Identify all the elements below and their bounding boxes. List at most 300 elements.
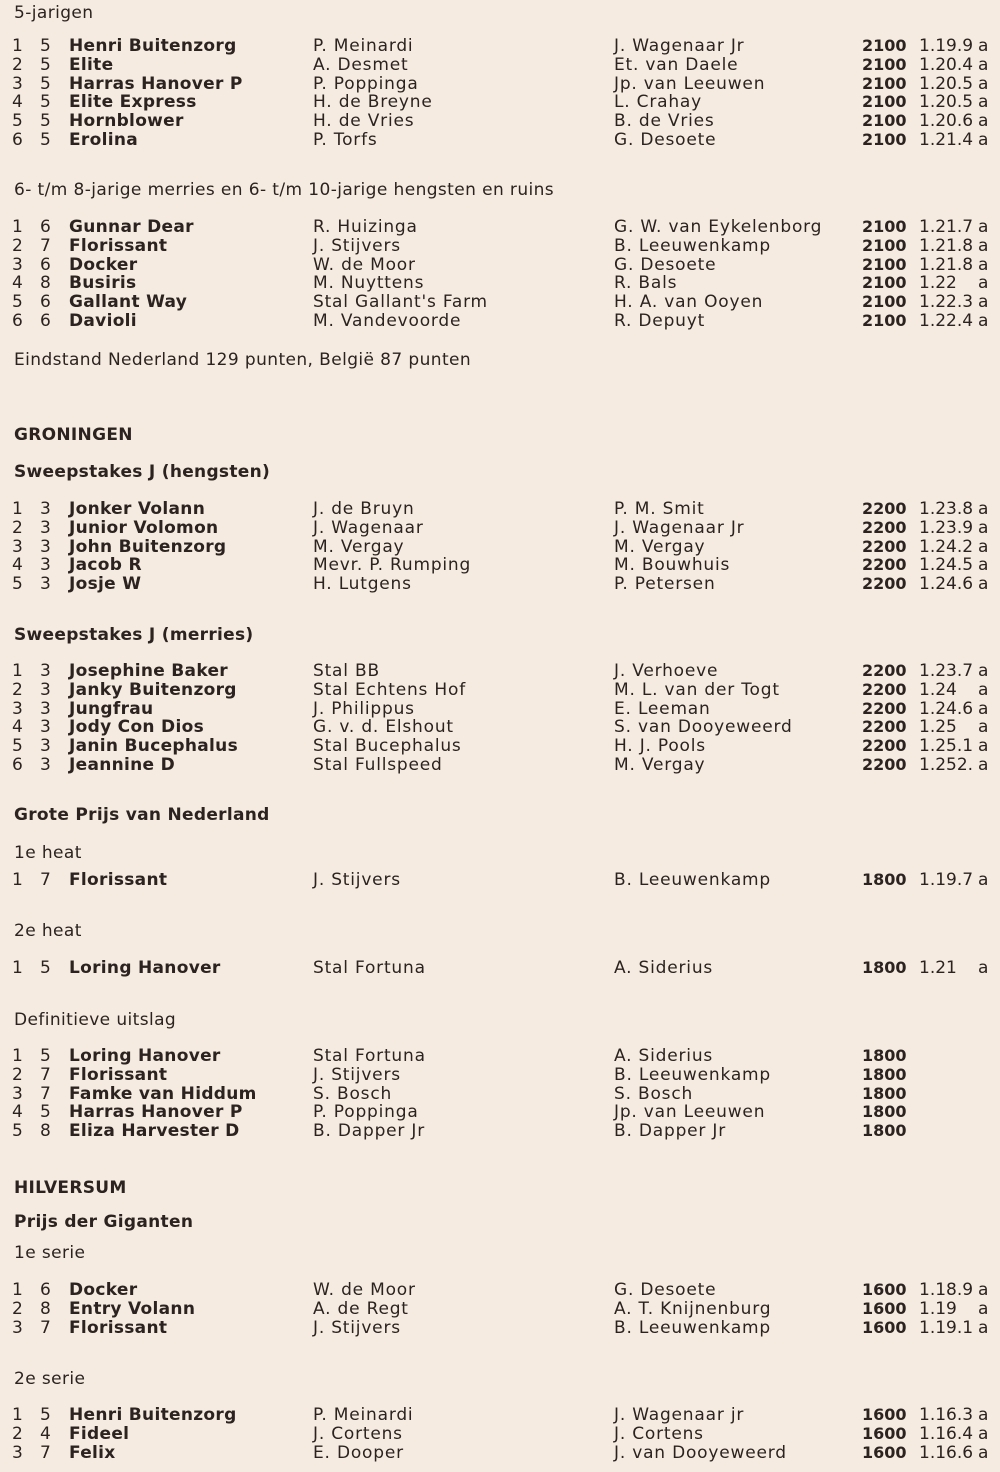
horse-name: Entry Volann: [69, 1298, 196, 1319]
driver: R. Depuyt: [614, 310, 706, 331]
time-suffix: a: [978, 555, 989, 576]
horse-name: Florissant: [69, 1064, 168, 1085]
age: 4: [40, 1423, 51, 1444]
horse-name: Florissant: [69, 870, 168, 890]
driver: H. J. Pools: [614, 736, 706, 757]
owner: Stal Fortuna: [313, 1046, 426, 1066]
owner: J. Wagenaar: [313, 517, 424, 538]
position: 6: [12, 129, 23, 150]
age: 7: [40, 870, 51, 890]
time: 1.20.5: [919, 92, 974, 113]
result-row: [0, 274, 1000, 293]
driver: G. Desoete: [614, 254, 717, 275]
horse-name: Famke van Hiddum: [69, 1083, 257, 1104]
horse-name: Loring Hanover: [69, 958, 221, 978]
time-suffix: a: [978, 754, 989, 775]
driver: Jp. van Leeuwen: [614, 1102, 766, 1123]
time: 1.16.6: [919, 1442, 974, 1463]
position: 4: [12, 717, 23, 738]
distance: 2100: [862, 111, 907, 131]
horse-name: Erolina: [69, 129, 139, 150]
time: 1.24.5: [919, 555, 974, 576]
position: 1: [12, 217, 23, 237]
age: 5: [40, 54, 51, 75]
position: 2: [12, 679, 23, 700]
owner: M. Vergay: [313, 536, 405, 557]
result-row: [0, 93, 1000, 112]
horse-name: John Buitenzorg: [69, 536, 227, 557]
horse-name: Henri Buitenzorg: [69, 36, 237, 56]
position: 1: [12, 1405, 23, 1425]
position: 4: [12, 1102, 23, 1123]
result-row: [0, 237, 1000, 256]
distance: 1600: [862, 1317, 907, 1337]
driver: J. Verhoeve: [614, 661, 719, 681]
horse-name: Davioli: [69, 310, 137, 331]
driver: A. Siderius: [614, 1046, 714, 1066]
distance: 1600: [862, 1298, 907, 1318]
distance: 2100: [862, 217, 907, 236]
driver: J. Cortens: [614, 1423, 704, 1444]
time: 1.19.7: [919, 870, 974, 890]
age: 3: [40, 536, 51, 557]
time: 1.19.1: [919, 1317, 974, 1338]
result-row: [0, 75, 1000, 94]
time: 1.20.4: [919, 54, 974, 75]
distance: 1800: [862, 1083, 907, 1103]
time: 1.252.: [919, 754, 974, 775]
section-heading-5-jarigen: 5-jarigen: [14, 3, 94, 23]
horse-name: Gallant Way: [69, 292, 188, 313]
time: 1.25: [919, 717, 957, 738]
owner: Stal BB: [313, 661, 380, 681]
age: 5: [40, 1405, 51, 1425]
driver: B. Dapper Jr: [614, 1121, 727, 1142]
age: 5: [40, 1102, 51, 1123]
distance: 1600: [862, 1423, 907, 1443]
result-row: [0, 293, 1000, 312]
age: 5: [40, 958, 51, 978]
position: 3: [12, 698, 23, 719]
position: 1: [12, 1046, 23, 1066]
result-row: [0, 1300, 1000, 1319]
horse-name: Henri Buitenzorg: [69, 1405, 237, 1425]
horse-name: Harras Hanover P: [69, 73, 243, 94]
owner: E. Dooper: [313, 1442, 404, 1463]
driver: M. L. van der Togt: [614, 679, 780, 700]
owner: S. Bosch: [313, 1083, 393, 1104]
result-row: [0, 1425, 1000, 1444]
owner: Stal Gallant's Farm: [313, 292, 488, 313]
section-heading-6-10-jarigen: 6- t/m 8-jarige merries en 6- t/m 10-jarige hengsten en ruins: [14, 180, 555, 200]
distance: 1800: [862, 1121, 907, 1141]
distance: 2100: [862, 54, 907, 74]
horse-name: Elite Express: [69, 92, 197, 113]
time-suffix: a: [978, 92, 989, 113]
distance: 2100: [862, 92, 907, 112]
final-standing: Eindstand Nederland 129 punten, België 87 punten: [14, 350, 472, 370]
time: 1.22.4: [919, 310, 974, 331]
time-suffix: a: [978, 1405, 989, 1425]
distance: 2100: [862, 73, 907, 93]
result-row: [0, 131, 1000, 150]
age: 8: [40, 1121, 51, 1142]
distance: 2100: [862, 292, 907, 312]
time-suffix: a: [978, 661, 989, 681]
position: 2: [12, 1423, 23, 1444]
distance: 2100: [862, 36, 907, 55]
position: 1: [12, 958, 23, 978]
driver: Jp. van Leeuwen: [614, 73, 766, 94]
driver: P. M. Smit: [614, 499, 705, 519]
age: 8: [40, 1298, 51, 1319]
time-suffix: a: [978, 958, 989, 978]
age: 6: [40, 1280, 51, 1300]
horse-name: Janin Bucephalus: [69, 736, 239, 757]
position: 1: [12, 1280, 23, 1300]
position: 6: [12, 754, 23, 775]
definitive-result-label: Definitieve uitslag: [14, 1010, 177, 1030]
time: 1.23.7: [919, 661, 974, 681]
time: 1.16.4: [919, 1423, 974, 1444]
horse-name: Jonker Volann: [69, 499, 206, 519]
position: 5: [12, 1121, 23, 1142]
owner: Stal Fortuna: [313, 958, 426, 978]
time-suffix: a: [978, 36, 989, 56]
age: 3: [40, 555, 51, 576]
owner: H. de Vries: [313, 111, 415, 132]
time: 1.21.8: [919, 254, 974, 275]
result-row: [0, 1319, 1000, 1338]
time-suffix: a: [978, 517, 989, 538]
age: 6: [40, 254, 51, 275]
horse-name: Harras Hanover P: [69, 1102, 243, 1123]
owner: P. Poppinga: [313, 73, 419, 94]
time: 1.20.6: [919, 111, 974, 132]
driver: S. van Dooyeweerd: [614, 717, 793, 738]
position: 2: [12, 235, 23, 256]
result-row: [0, 959, 1000, 978]
distance: 2200: [862, 499, 907, 518]
owner: B. Dapper Jr: [313, 1121, 426, 1142]
result-row: [0, 1281, 1000, 1300]
age: 3: [40, 754, 51, 775]
driver: M. Vergay: [614, 536, 706, 557]
distance: 1800: [862, 1064, 907, 1084]
time-suffix: a: [978, 679, 989, 700]
result-row: [0, 500, 1000, 519]
time: 1.16.3: [919, 1405, 974, 1425]
distance: 1800: [862, 1102, 907, 1122]
distance: 1600: [862, 1405, 907, 1424]
owner: P. Meinardi: [313, 36, 414, 56]
time-suffix: a: [978, 1280, 989, 1300]
driver: B. de Vries: [614, 111, 715, 132]
distance: 2200: [862, 574, 907, 594]
owner: M. Nuyttens: [313, 273, 425, 294]
owner: J. Stijvers: [313, 1317, 401, 1338]
result-row: [0, 37, 1000, 56]
age: 3: [40, 717, 51, 738]
time: 1.22.3: [919, 292, 974, 313]
horse-name: Docker: [69, 254, 138, 275]
age: 7: [40, 235, 51, 256]
horse-name: Jacob R: [69, 555, 142, 576]
age: 7: [40, 1064, 51, 1085]
time-suffix: a: [978, 1298, 989, 1319]
owner: P. Poppinga: [313, 1102, 419, 1123]
serie-label-2: 2e serie: [14, 1369, 86, 1389]
time-suffix: a: [978, 698, 989, 719]
serie-label-1: 1e serie: [14, 1243, 86, 1263]
driver: E. Leeman: [614, 698, 711, 719]
owner: J. Cortens: [313, 1423, 403, 1444]
result-row: [0, 1444, 1000, 1463]
time-suffix: a: [978, 310, 989, 331]
horse-name: Jody Con Dios: [69, 717, 204, 738]
result-row: [0, 1103, 1000, 1122]
owner: Mevr. P. Rumping: [313, 555, 472, 576]
position: 3: [12, 1317, 23, 1338]
driver: B. Leeuwenkamp: [614, 1064, 771, 1085]
time: 1.24.6: [919, 574, 974, 595]
position: 2: [12, 54, 23, 75]
race-heading-prijs-der-giganten: Prijs der Giganten: [14, 1212, 194, 1232]
time: 1.25.1: [919, 736, 974, 757]
position: 1: [12, 661, 23, 681]
time: 1.24.6: [919, 698, 974, 719]
owner: J. Stijvers: [313, 870, 401, 890]
owner: G. v. d. Elshout: [313, 717, 454, 738]
position: 1: [12, 36, 23, 56]
horse-name: Gunnar Dear: [69, 217, 194, 237]
time-suffix: a: [978, 1442, 989, 1463]
time-suffix: a: [978, 1317, 989, 1338]
time-suffix: a: [978, 574, 989, 595]
result-row: [0, 662, 1000, 681]
results-table: [0, 662, 1000, 775]
distance: 2200: [862, 717, 907, 737]
result-row: [0, 1122, 1000, 1141]
driver: J. van Dooyeweerd: [614, 1442, 787, 1463]
driver: J. Wagenaar Jr: [614, 517, 745, 538]
distance: 2200: [862, 555, 907, 575]
time: 1.21.4: [919, 129, 974, 150]
result-row: [0, 700, 1000, 719]
driver: G. W. van Eykelenborg: [614, 217, 823, 237]
time-suffix: a: [978, 273, 989, 294]
results-table: [0, 218, 1000, 331]
position: 5: [12, 574, 23, 595]
age: 5: [40, 1046, 51, 1066]
result-row: [0, 519, 1000, 538]
distance: 2100: [862, 235, 907, 255]
distance: 2100: [862, 254, 907, 274]
position: 3: [12, 1442, 23, 1463]
result-row: [0, 718, 1000, 737]
result-row: [0, 1047, 1000, 1066]
result-row: [0, 575, 1000, 594]
age: 7: [40, 1317, 51, 1338]
time-suffix: a: [978, 292, 989, 313]
time-suffix: a: [978, 536, 989, 557]
position: 5: [12, 292, 23, 313]
horse-name: Florissant: [69, 235, 168, 256]
driver: A. T. Knijnenburg: [614, 1298, 772, 1319]
horse-name: Fideel: [69, 1423, 130, 1444]
horse-name: Eliza Harvester D: [69, 1121, 240, 1142]
owner: J. Stijvers: [313, 235, 401, 256]
driver: B. Leeuwenkamp: [614, 1317, 771, 1338]
distance: 2200: [862, 679, 907, 699]
time: 1.21.7: [919, 217, 974, 237]
position: 2: [12, 517, 23, 538]
distance: 1800: [862, 958, 907, 977]
time-suffix: a: [978, 870, 989, 890]
venue-title-groningen: GRONINGEN: [14, 425, 133, 445]
time-suffix: a: [978, 111, 989, 132]
owner: M. Vandevoorde: [313, 310, 462, 331]
result-row: [0, 1406, 1000, 1425]
driver: H. A. van Ooyen: [614, 292, 764, 313]
age: 3: [40, 517, 51, 538]
result-row: [0, 737, 1000, 756]
time-suffix: a: [978, 736, 989, 757]
driver: L. Crahay: [614, 92, 703, 113]
age: 5: [40, 111, 51, 132]
owner: Stal Fullspeed: [313, 754, 443, 775]
age: 5: [40, 129, 51, 150]
position: 1: [12, 870, 23, 890]
age: 3: [40, 499, 51, 519]
time: 1.24: [919, 679, 957, 700]
age: 3: [40, 574, 51, 595]
owner: A. Desmet: [313, 54, 409, 75]
owner: J. Stijvers: [313, 1064, 401, 1085]
horse-name: Loring Hanover: [69, 1046, 221, 1066]
result-row: [0, 538, 1000, 557]
distance: 2200: [862, 736, 907, 756]
position: 3: [12, 536, 23, 557]
driver: M. Vergay: [614, 754, 706, 775]
time-suffix: a: [978, 499, 989, 519]
time-suffix: a: [978, 254, 989, 275]
driver: B. Leeuwenkamp: [614, 870, 771, 890]
race-heading-grote-prijs: Grote Prijs van Nederland: [14, 805, 270, 825]
distance: 2200: [862, 536, 907, 556]
distance: 2100: [862, 273, 907, 293]
driver: G. Desoete: [614, 129, 717, 150]
age: 5: [40, 36, 51, 56]
time-suffix: a: [978, 217, 989, 237]
result-row: [0, 871, 1000, 890]
position: 5: [12, 111, 23, 132]
result-row: [0, 312, 1000, 331]
driver: A. Siderius: [614, 958, 714, 978]
distance: 1600: [862, 1442, 907, 1462]
owner: J. de Bruyn: [313, 499, 415, 519]
owner: Stal Echtens Hof: [313, 679, 466, 700]
position: 4: [12, 92, 23, 113]
position: 4: [12, 273, 23, 294]
driver: J. Wagenaar Jr: [614, 36, 745, 56]
owner: W. de Moor: [313, 1280, 416, 1300]
time-suffix: a: [978, 73, 989, 94]
result-row: [0, 112, 1000, 131]
horse-name: Elite: [69, 54, 114, 75]
time: 1.24.2: [919, 536, 974, 557]
results-table: [0, 1047, 1000, 1141]
driver: P. Petersen: [614, 574, 716, 595]
time: 1.23.9: [919, 517, 974, 538]
venue-title-hilversum: HILVERSUM: [14, 1178, 127, 1198]
driver: M. Bouwhuis: [614, 555, 731, 576]
age: 7: [40, 1083, 51, 1104]
result-row: [0, 56, 1000, 75]
owner: R. Huizinga: [313, 217, 418, 237]
time-suffix: a: [978, 1423, 989, 1444]
position: 3: [12, 254, 23, 275]
horse-name: Josephine Baker: [69, 661, 228, 681]
owner: Stal Bucephalus: [313, 736, 462, 757]
horse-name: Hornblower: [69, 111, 184, 132]
distance: 1800: [862, 1046, 907, 1065]
driver: R. Bals: [614, 273, 678, 294]
distance: 1800: [862, 870, 907, 889]
race-heading-sweepstakes-hengsten: Sweepstakes J (hengsten): [14, 462, 271, 482]
time-suffix: a: [978, 717, 989, 738]
time-suffix: a: [978, 54, 989, 75]
time: 1.22: [919, 273, 957, 294]
time: 1.21: [919, 958, 957, 978]
age: 3: [40, 661, 51, 681]
time: 1.23.8: [919, 499, 974, 519]
horse-name: Jeannine D: [69, 754, 176, 775]
age: 5: [40, 92, 51, 113]
result-row: [0, 256, 1000, 275]
position: 2: [12, 1064, 23, 1085]
owner: W. de Moor: [313, 254, 416, 275]
position: 6: [12, 310, 23, 331]
results-table: [0, 37, 1000, 150]
results-table: [0, 871, 1000, 890]
owner: H. de Breyne: [313, 92, 433, 113]
results-table: [0, 1406, 1000, 1462]
age: 6: [40, 310, 51, 331]
results-table: [0, 1281, 1000, 1337]
distance: 2100: [862, 129, 907, 149]
time: 1.19: [919, 1298, 957, 1319]
age: 6: [40, 292, 51, 313]
age: 5: [40, 73, 51, 94]
owner: P. Meinardi: [313, 1405, 414, 1425]
distance: 2200: [862, 698, 907, 718]
distance: 2200: [862, 661, 907, 680]
driver: Et. van Daele: [614, 54, 739, 75]
owner: H. Lutgens: [313, 574, 412, 595]
horse-name: Jungfrau: [69, 698, 154, 719]
horse-name: Felix: [69, 1442, 116, 1463]
position: 3: [12, 73, 23, 94]
results-table: [0, 959, 1000, 978]
time-suffix: a: [978, 235, 989, 256]
heat-label-2: 2e heat: [14, 921, 82, 941]
driver: J. Wagenaar jr: [614, 1405, 745, 1425]
results-table: [0, 500, 1000, 594]
horse-name: Josje W: [69, 574, 142, 595]
driver: S. Bosch: [614, 1083, 694, 1104]
result-row: [0, 681, 1000, 700]
